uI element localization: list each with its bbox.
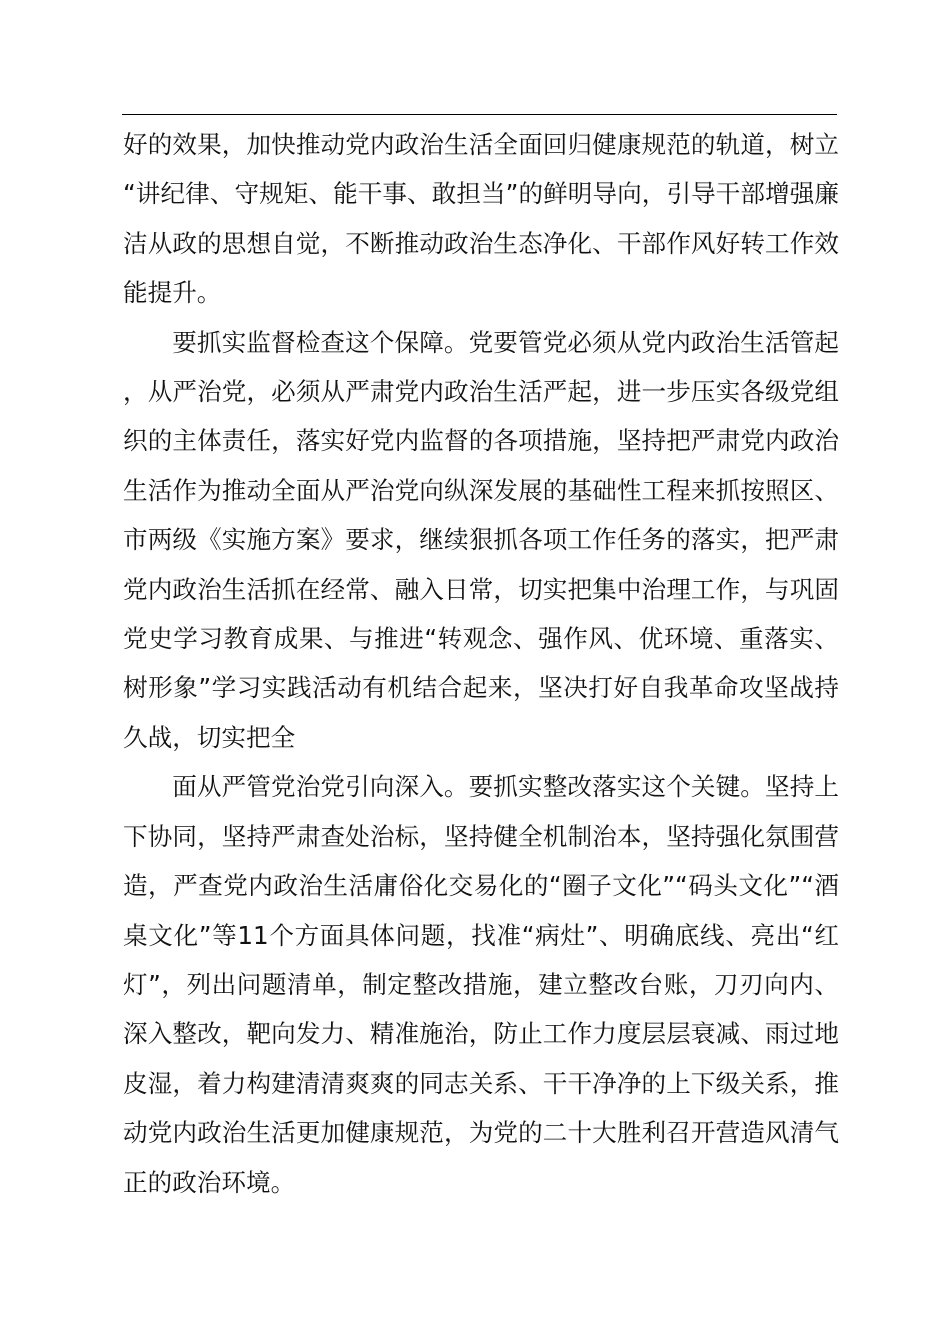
header-rule bbox=[122, 114, 837, 115]
paragraph-2: 要抓实监督检查这个保障。党要管党必须从党内政治生活管起，从严治党，必须从严肃党内政治生活严起，进一步压实各级党组织的主体责任，落实好党内监督的各项措施，坚持把严肃党内政治生活作为推动全面从严治党向纵深发展的基础性工程来抓按照区、市两级《实施方案》要求，继续狠抓各项工作任务的落实，把严肃党内政治生活抓在经常、融入日常，切实把集中治理工作，与巩固党史学习教育成果、与推进“转观念、强作风、优环境、重落实、树形象”学习实践活动有机结合起来，坚决打好自我革命攻坚战持久战，切实把全 bbox=[123, 327, 839, 752]
paragraph-3: 面从严管党治党引向深入。要抓实整改落实这个关键。坚持上下协同，坚持严肃查处治标，坚持健全机制治本，坚持强化氛围营造，严查党内政治生活庸俗化交易化的“圈子文化”“码头文化”“酒桌文化”等11个方面具体问题，找准“病灶”、明确底线、亮出“红灯”，列出问题清单，制定整改措施，建立整改台账，刀刃向内、深入整改，靶向发力、精准施治，防止工作力度层层衰减、雨过地皮湿，着力构建清清爽爽的同志关系、干干净净的上下级关系，推动党内政治生活更加健康规范，为党的二十大胜利召开营造风清气正的政治环境。 bbox=[123, 772, 839, 1197]
paragraph-1: 好的效果，加快推动党内政治生活全面回归健康规范的轨道，树立“讲纪律、守规矩、能干事、敢担当”的鲜明导向，引导干部增强廉洁从政的思想自觉，不断推动政治生态净化、干部作风好转工作效能提升。 bbox=[123, 130, 839, 308]
body-text bbox=[123, 120, 839, 1207]
